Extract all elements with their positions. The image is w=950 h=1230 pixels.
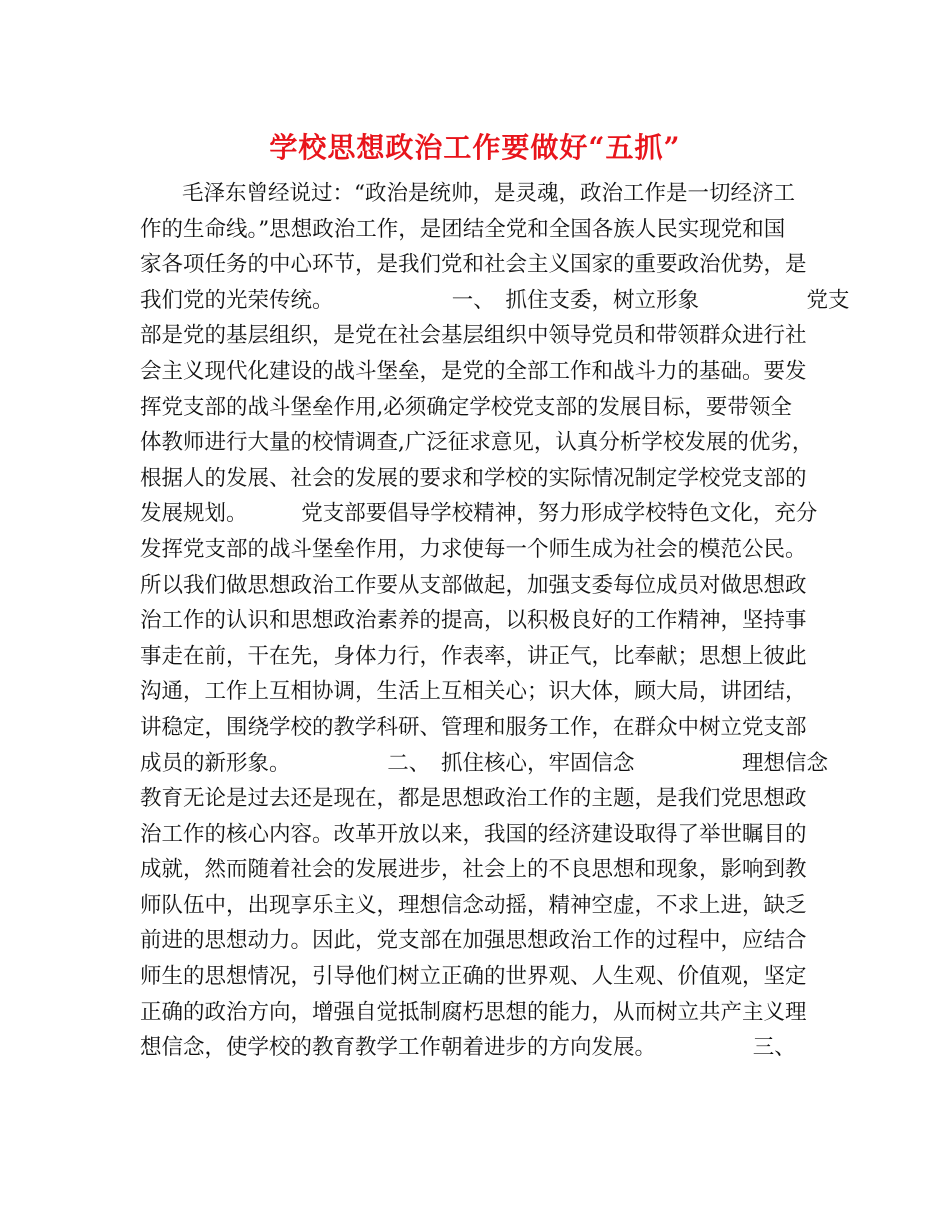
text-line: 前进的思想动力。因此，党支部在加强思想政治工作的过程中，应结合 [140, 928, 807, 954]
text-line: 讲稳定，围绕学校的教学科研、管理和服务工作，在群众中树立党支部 [140, 714, 807, 740]
text-line: 我们党的光荣传统。 一、 抓住支委，树立形象 党支 [140, 287, 850, 313]
text-line: 作的生命线。”思想政治工作，是团结全党和全国各族人民实现党和国 [140, 216, 786, 242]
document-title: 学校思想政治工作要做好“五抓” [269, 131, 681, 164]
text-line: 发挥党支部的战斗堡垒作用，力求使每一个师生成为社会的模范公民。 [140, 536, 807, 562]
text-line: 师生的思想情况，引导他们树立正确的世界观、人生观、价值观，坚定 [140, 964, 807, 990]
text-line: 事走在前，干在先，身体力行，作表率，讲正气，比奉献；思想上彼此 [140, 643, 807, 669]
text-line: 想信念，使学校的教育教学工作朝着进步的方向发展。 三、 [140, 1035, 796, 1061]
text-line: 所以我们做思想政治工作要从支部做起，加强支委每位成员对做思想政 [140, 572, 807, 598]
text-line: 会主义现代化建设的战斗堡垒，是党的全部工作和战斗力的基础。要发 [140, 358, 807, 384]
text-line: 正确的政治方向，增强自觉抵制腐朽思想的能力，从而树立共产主义理 [140, 999, 807, 1025]
text-line: 挥党支部的战斗堡垒作用,必须确定学校党支部的发展目标，要带领全 [140, 394, 792, 420]
document-body [140, 176, 850, 1066]
text-line: 家各项任务的中心环节，是我们党和社会主义国家的重要政治优势，是 [140, 252, 807, 278]
text-line: 治工作的认识和思想政治素养的提高，以积极良好的工作精神，坚持事 [140, 608, 807, 634]
text-line: 发展规划。 党支部要倡导学校精神，努力形成学校特色文化，充分 [140, 501, 818, 527]
text-line: 部是党的基层组织，是党在社会基层组织中领导党员和带领群众进行社 [140, 323, 807, 349]
text-line: 师队伍中，出现享乐主义，理想信念动摇，精神空虚，不求上进，缺乏 [140, 892, 807, 918]
text-line: 根据人的发展、社会的发展的要求和学校的实际情况制定学校党支部的 [140, 465, 807, 491]
text-line: 成就，然而随着社会的发展进步，社会上的不良思想和现象，影响到教 [140, 857, 807, 883]
text-line: 毛泽东曾经说过：“政治是统帅，是灵魂，政治工作是一切经济工 [182, 181, 795, 206]
text-line: 沟通，工作上互相协调，生活上互相关心；识大体，顾大局，讲团结， [140, 679, 807, 705]
text-line: 成员的新形象。 二、 抓住核心，牢固信念 理想信念 [140, 750, 829, 776]
text-line: 体教师进行大量的校情调查,广泛征求意见，认真分析学校发展的优劣， [140, 430, 814, 456]
text-line: 教育无论是过去还是现在，都是思想政治工作的主题，是我们党思想政 [140, 786, 807, 812]
text-line: 治工作的核心内容。改革开放以来，我国的经济建设取得了举世瞩目的 [140, 821, 807, 847]
